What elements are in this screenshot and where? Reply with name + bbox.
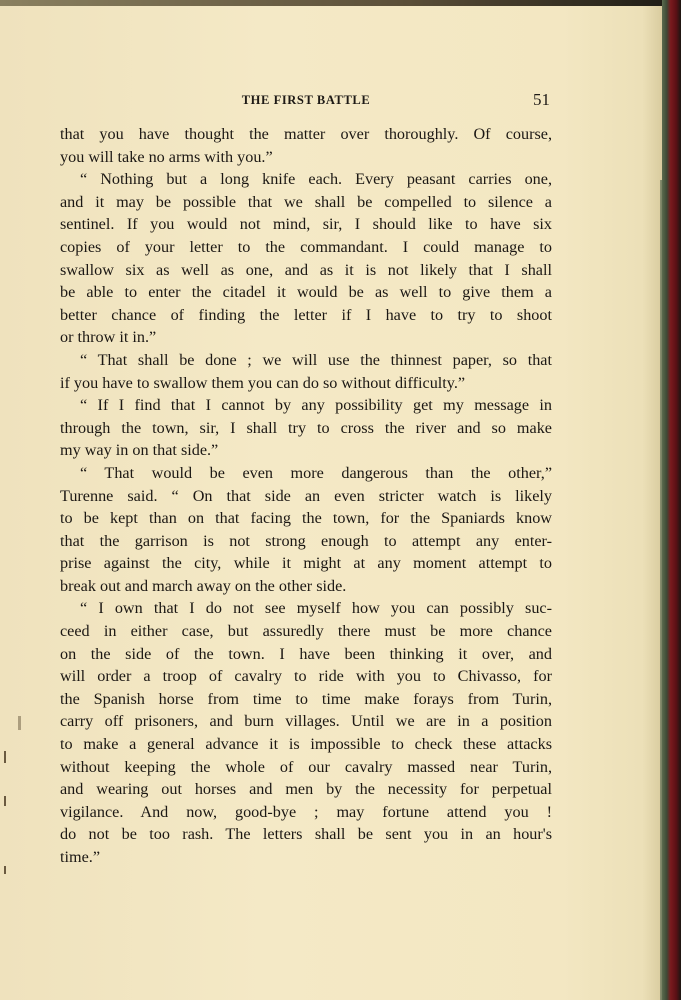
text-line: carry off prisoners, and burn villages. Until we are in a position xyxy=(60,712,552,731)
body-text xyxy=(60,123,552,869)
text-line: on the side of the town. I have been thinking it over, and xyxy=(60,644,552,663)
text-line: swallow six as well as one, and as it is not likely that I shall xyxy=(60,260,552,279)
text-line: “ If I find that I cannot by any possibility get my message in xyxy=(80,396,552,415)
text-line: Turenne said. “ On that side an even stricter watch is likely xyxy=(60,486,552,505)
text-line: to be kept than on that facing the town, for the Spaniards know xyxy=(60,509,552,528)
text-line: “ Nothing but a long knife each. Every peasant carries one, xyxy=(80,170,552,189)
page-number: 51 xyxy=(533,90,550,109)
text-line: “ I own that I do not see myself how you can possibly suc- xyxy=(80,599,552,618)
text-line: through the town, sir, I shall try to cross the river and so make xyxy=(60,418,552,437)
text-line: vigilance. And now, good-bye ; may fortune attend you ! xyxy=(60,802,552,821)
scan-speck xyxy=(4,751,6,763)
scan-speck xyxy=(18,716,21,730)
book-binding xyxy=(662,0,681,1000)
scan-speck xyxy=(4,866,6,874)
text-line: “ That would be even more dangerous than the other,” xyxy=(80,463,552,482)
text-line: without keeping the whole of our cavalry massed near Turin, xyxy=(60,757,552,776)
text-line: be able to enter the citadel it would be as well to give them a xyxy=(60,283,552,302)
scan-speck xyxy=(4,796,6,806)
text-line: break out and march away on the other side. xyxy=(60,576,347,595)
text-line: ceed in either case, but assuredly there must be more chance xyxy=(60,622,552,641)
text-line: and it may be possible that we shall be compelled to silence a xyxy=(60,192,552,211)
text-line: sentinel. If you would not mind, sir, I should like to have six xyxy=(60,215,552,234)
text-line: you will take no arms with you.” xyxy=(60,147,273,166)
text-line: prise against the city, while it might at any moment attempt to xyxy=(60,554,552,573)
text-line: will order a troop of cavalry to ride with you to Chivasso, for xyxy=(60,667,552,686)
text-line: the Spanish horse from time to time make forays from Turin, xyxy=(60,689,552,708)
text-line: that the garrison is not strong enough to attempt any enter- xyxy=(60,531,552,550)
text-line: that you have thought the matter over thoroughly. Of course, xyxy=(60,125,552,143)
text-line: and wearing out horses and men by the necessity for perpetual xyxy=(60,780,552,799)
text-line: “ That shall be done ; we will use the thinnest paper, so that xyxy=(80,350,552,369)
text-line: time.” xyxy=(60,848,101,866)
text-line: to make a general advance it is impossible to check these attacks xyxy=(60,735,552,754)
text-line: my way in on that side.” xyxy=(60,441,219,460)
text-line: if you have to swallow them you can do so without difficulty.” xyxy=(60,373,466,392)
text-line: better chance of finding the letter if I have to try to shoot xyxy=(60,305,552,324)
text-line: copies of your letter to the commandant. I could manage to xyxy=(60,237,552,256)
text-line: or throw it in.” xyxy=(60,328,157,347)
text-line: do not be too rash. The letters shall be sent you in an hour's xyxy=(60,825,552,844)
running-header xyxy=(60,90,552,110)
running-title: THE FIRST BATTLE xyxy=(241,93,371,107)
